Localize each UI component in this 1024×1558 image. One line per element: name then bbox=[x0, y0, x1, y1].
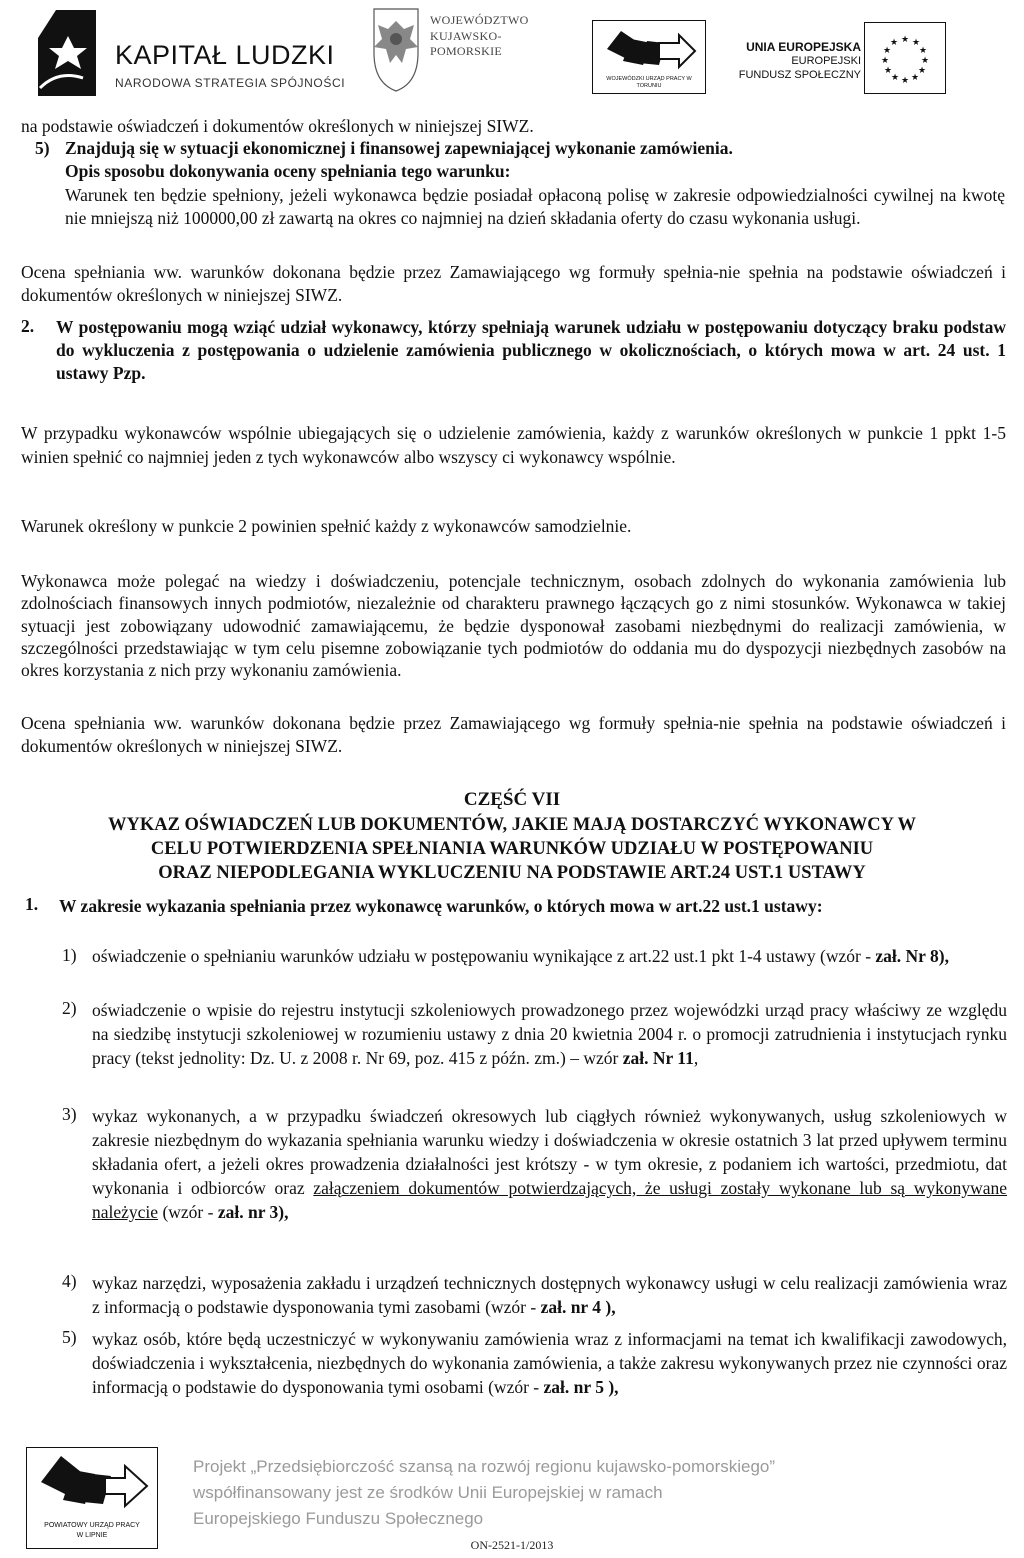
list-item-ref: zał. nr 5 ), bbox=[543, 1377, 619, 1397]
ue-line3: FUNDUSZ SPOŁECZNY bbox=[738, 69, 861, 81]
svg-text:★: ★ bbox=[890, 73, 900, 83]
item-5-text: Znajdują się w sytuacji ekonomicznej i finansowej zapewniającej wykonanie zamówienia. bbox=[65, 138, 733, 158]
list-item-text bbox=[92, 1104, 1007, 1224]
list-item-number: 1) bbox=[62, 945, 77, 965]
opis-text: Warunek ten będzie spełniony, jeżeli wykonawca będzie posiadał opłaconą polisę w zakresie odpowiedzialności cywilnej na kwotę nie mniejszą niż 100000,00 zł zawartą na okres co najmniej na dzień składania oferty do czasu wykonania usługi. bbox=[65, 185, 1005, 228]
list-item-number: 2) bbox=[62, 998, 77, 1018]
kl-subtitle: NARODOWA STRATEGIA SPÓJNOŚCI bbox=[115, 76, 346, 90]
ocena-2: Ocena spełniania ww. warunków dokonana będzie przez Zamawiającego wg formuły spełnia-nie spełnia na podstawie oświadczeń i dokumentów określonych w niniejszej SIWZ. bbox=[21, 713, 1006, 756]
project-line2: współfinansowany jest ze środków Unii Europejskiej w ramach bbox=[193, 1483, 663, 1502]
svg-text:★: ★ bbox=[917, 66, 927, 76]
svg-text:★: ★ bbox=[920, 56, 930, 66]
item-2 bbox=[21, 316, 1006, 385]
list-item-text bbox=[92, 945, 1007, 969]
list-item bbox=[62, 1327, 1007, 1399]
list-item bbox=[62, 998, 1007, 1070]
ue-line1: UNIA EUROPEJSKA bbox=[746, 40, 861, 54]
section-heading-line2: CELU POTWIERDZENIA SPEŁNIANIA WARUNKÓW UDZIAŁU W POSTĘPOWANIU bbox=[150, 839, 874, 859]
kl-title: KAPITAŁ LUDZKI bbox=[115, 40, 335, 70]
list-item-number: 4) bbox=[62, 1271, 77, 1291]
para-top: na podstawie oświadczeń i dokumentów określonych w niniejszej SIWZ. bbox=[21, 116, 534, 136]
woj-line2: KUJAWSKO-POMORSKIE bbox=[430, 29, 503, 58]
list-item-ref: zał. Nr 8), bbox=[875, 946, 949, 966]
list-item-ref: zał. nr 3), bbox=[217, 1202, 289, 1222]
list-item bbox=[62, 945, 1007, 969]
list-item-body: wykaz wykonanych, a w przypadku świadczeń okresowych lub ciągłych również wykonywanych, usług szkoleniowych w zakresie niezbędnym do wykazania spełniania warunku wiedzy i doświadczenia w okresie ostatnich 3 lat przed upływem terminu składania ofert, a jeżeli okres prowadzenia działalności jest krótszy - w tym okresie, z podaniem ich wartości, przedmiotu, dat wykonania i odbiorców oraz bbox=[92, 1106, 1007, 1198]
svg-text:★: ★ bbox=[889, 38, 899, 48]
ue-line2: EUROPEJSKI bbox=[791, 55, 861, 67]
section-heading-line1: WYKAZ OŚWIADCZEŃ LUB DOKUMENTÓW, JAKIE MAJĄ DOSTARCZYĆ WYKONAWCY W bbox=[107, 815, 917, 835]
pup-line1: POWIATOWY URZĄD PRACY bbox=[44, 1522, 140, 1529]
list-item-text bbox=[92, 1271, 1007, 1319]
list-item-body: oświadczenie o spełnianiu warunków udziału w postępowaniu wynikające z art.22 ust.1 pkt 1-4 ustawy (wzór - bbox=[92, 946, 876, 966]
item-2-text: W postępowaniu mogą wziąć udział wykonawcy, którzy spełniają warunek udziału w postępowaniu dotyczący braku podstaw do wykluczenia z postępowania o udzielenie zamówienia publicznego w okolicznościach, o których mowa w art. 24 ust. 1 ustawy Pzp. bbox=[56, 317, 1006, 383]
svg-text:★: ★ bbox=[900, 35, 910, 45]
list-item-ref: zał. Nr 11 bbox=[622, 1048, 694, 1068]
kapital-ludzki-logo bbox=[38, 8, 368, 103]
list-item-ref: zał. nr 4 ), bbox=[540, 1297, 616, 1317]
ocena-1: Ocena spełniania ww. warunków dokonana będzie przez Zamawiającego wg formuły spełnia-nie spełnia na podstawie oświadczeń i dokumentów określonych w niniejszej SIWZ. bbox=[21, 262, 1006, 305]
item-5-number: 5) bbox=[35, 138, 50, 158]
section-heading-line3: ORAZ NIEPODLEGANIA WYKLUCZENIU NA PODSTAWIE ART.24 UST.1 USTAWY bbox=[158, 863, 866, 883]
wup-logo bbox=[592, 20, 706, 94]
pup-logo bbox=[26, 1447, 158, 1549]
item-5 bbox=[21, 138, 1006, 160]
svg-text:★: ★ bbox=[918, 46, 928, 56]
list-item-text bbox=[92, 998, 1007, 1070]
list-item bbox=[62, 1271, 1007, 1319]
svg-text:★: ★ bbox=[911, 38, 921, 48]
wup-arrow-icon bbox=[593, 21, 703, 77]
wup-label: WOJEWÓDZKI URZĄD PRACY W TORUNIU bbox=[606, 76, 692, 89]
project-line3: Europejskiego Funduszu Społecznego bbox=[193, 1509, 484, 1528]
list-item-body: wykaz narzędzi, wyposażenia zakładu i urządzeń technicznych dostępnych wykonawcy usługi w celu realizacji zamówienia wraz z informacją o podstawie dysponowania tymi zasobami (wzór - bbox=[92, 1273, 1007, 1317]
section-point-1-number: 1. bbox=[25, 894, 39, 914]
kapital-ludzki-emblem-icon bbox=[38, 8, 98, 100]
pup-line2: W LIPNIE bbox=[76, 1532, 108, 1539]
section-title: CZĘŚĆ VII bbox=[463, 789, 561, 810]
list-item-number: 5) bbox=[62, 1327, 77, 1347]
document-code: ON-2521-1/2013 bbox=[470, 1538, 554, 1552]
list-item-number: 3) bbox=[62, 1104, 77, 1124]
section-point-1 bbox=[21, 894, 1006, 918]
project-line1: Projekt „Przedsiębiorczość szansą na rozwój regionu kujawsko-pomorskiego” bbox=[193, 1457, 776, 1476]
pup-arrow-icon bbox=[27, 1448, 155, 1520]
opis-title: Opis sposobu dokonywania oceny spełniania tego warunku: bbox=[65, 161, 511, 181]
svg-text:★: ★ bbox=[880, 56, 890, 66]
list-item-underlined: załączeniem dokumentów potwierdzających, że usługi zostały wykonane lub są wykonywane należycie bbox=[92, 1178, 1008, 1222]
ue-logo bbox=[722, 22, 947, 94]
svg-text:★: ★ bbox=[883, 66, 893, 76]
list-item-body: wykaz osób, które będą uczestniczyć w wykonywaniu zamówienia wraz z informacjami na temat ich kwalifikacji zawodowych, doświadczenia i wykształcenia, niezbędnych do wykonania zamówienia, a także zakresu wykonywanych przez nie czynności oraz informacją o podstawie do dysponowania tymi osobami (wzór - bbox=[92, 1329, 1007, 1397]
para-warunek-2: Warunek określony w punkcie 2 powinien spełnić każdy z wykonawców samodzielnie. bbox=[21, 516, 632, 536]
list-item bbox=[62, 1104, 1007, 1224]
woj-line1: WOJEWÓDZTWO bbox=[430, 13, 529, 27]
wojewodztwo-logo bbox=[364, 3, 564, 98]
svg-text:★: ★ bbox=[910, 73, 920, 83]
eu-flag-icon bbox=[864, 22, 946, 94]
section-point-1-text: W zakresie wykazania spełniania przez wykonawcę warunków, o których mowa w art.22 ust.1 ustawy: bbox=[59, 896, 823, 916]
eagle-coat-of-arms-icon bbox=[364, 3, 428, 93]
list-item-body: oświadczenie o wpisie do rejestru instytucji szkoleniowych prowadzonego przez wojewódzki urząd pracy właściwy ze względu na siedzibę instytucji szkoleniowej w rozumieniu ustawy z dnia 20 kwietnia 2004 r. o promocji zatrudnienia i instytucjach rynku pracy (tekst jednolity: Dz. U. z 2008 r. Nr 69, poz. 415 z późn. zm.) – wzór bbox=[92, 1000, 1007, 1068]
list-item-tail: , bbox=[693, 1048, 699, 1068]
svg-text:★: ★ bbox=[900, 76, 910, 86]
svg-text:★: ★ bbox=[882, 46, 892, 56]
list-item-body-2: (wzór - bbox=[158, 1202, 218, 1222]
para-wspolnie: W przypadku wykonawców wspólnie ubiegających się o udzielenie zamówienia, każdy z warunków określonych w punkcie 1 ppkt 1-5 winien spełnić co najmniej jeden z tych wykonawców albo wszyscy ci wykonawcy wspólnie. bbox=[21, 423, 1006, 467]
list-item-text bbox=[92, 1327, 1007, 1399]
para-polegac: Wykonawca może polegać na wiedzy i doświadczeniu, potencjale technicznym, osobach zdolnych do wykonania zamówienia lub zdolnościach finansowych innych podmiotów, niezależnie od charakteru prawnego łączących go z nimi stosunków. Wykonawca w takiej sytuacji jest zobowiązany udowodnić zamawiającemu, że będzie dysponował zasobami niezbędnymi do realizacji zamówienia, w szczególności przedstawiając w tym celu pisemne zobowiązanie tych podmiotów do oddania mu do dyspozycji niezbędnych zasobów na okres korzystania z nich przy wykonaniu zamówienia. bbox=[21, 571, 1006, 681]
item-2-number: 2. bbox=[21, 316, 35, 336]
